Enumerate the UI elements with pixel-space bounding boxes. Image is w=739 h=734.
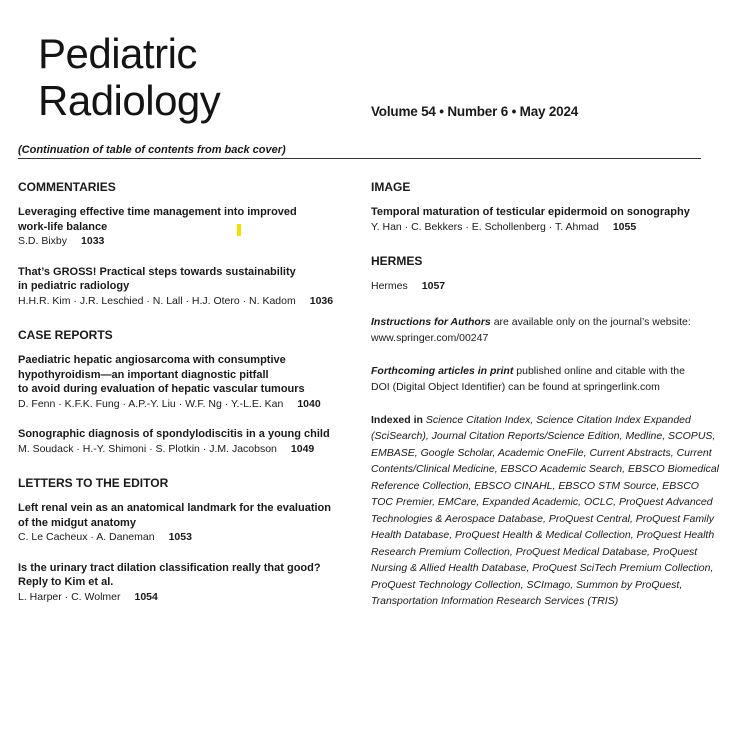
article-authors: H.H.R. Kim · J.R. Leschied · N. Lall · H.J. Otero · N. Kadom	[18, 294, 296, 307]
header-divider	[18, 158, 701, 159]
forthcoming-lead: Forthcoming articles in print	[371, 364, 514, 377]
article-authors: D. Fenn · K.F.K. Fung · A.P.-Y. Liu · W.F. Ng · Y.-L.E. Kan	[18, 397, 284, 410]
toc-entry[interactable]	[371, 205, 721, 234]
article-authors: L. Harper · C. Wolmer	[18, 590, 121, 603]
instructions-lead: Instructions for Authors	[371, 315, 491, 328]
article-page: 1033	[81, 235, 105, 247]
article-authors: C. Le Cacheux · A. Daneman	[18, 531, 155, 543]
article-page: 1053	[168, 531, 192, 543]
forthcoming-note	[371, 363, 721, 396]
section-hermes	[371, 254, 721, 294]
article-title[interactable]: Paediatric hepatic angiosarcoma with consumptive hypothyroidism—an important diagnostic pitfall to avoid during evaluation of hepatic vascular tumours	[18, 354, 305, 395]
section-letters	[18, 476, 348, 604]
toc-entry[interactable]	[18, 501, 348, 545]
instructions-text: are available only on the journal’s website:	[490, 315, 691, 328]
section-case-reports	[18, 328, 348, 456]
instructions-note	[371, 314, 721, 347]
section-heading: LETTERS TO THE EDITOR	[18, 476, 169, 490]
journal-title-line2: Radiology	[38, 77, 221, 124]
indexed-list: Science Citation Index, Science Citation Index Expanded (SciSearch), Journal Citation Reports/Science Edition, Medline, SCOPUS, EMBASE, Google Scholar, Academic OneFile, Current Abstracts, Current Contents/Clinical Medicine, EBSCO Academic Search, EBSCO Biomedical Reference Collection, EBSCO CINAHL, EBSCO STM Source, EBSCO TOC Premier, EMCare, Expanded Academic, OCLC, ProQuest Advanced Technologies & Aerospace Database, ProQuest Central, ProQuest Family Health Database, ProQuest Health & Medical Collection, ProQuest Health Research Premium Collection, ProQuest Medical Database, ProQuest Nursing & Allied Health Database, ProQuest SciTech Premium Collection, ProQuest Technology Collection, SCImago, Summon by ProQuest, Transportation Information Research Services (TRIS)	[371, 413, 720, 607]
article-title[interactable]: Temporal maturation of testicular epidermoid on sonography	[371, 206, 690, 218]
toc-entry[interactable]	[18, 205, 348, 249]
left-column	[18, 180, 348, 624]
section-image	[371, 180, 721, 234]
article-title[interactable]: Hermes	[371, 280, 408, 292]
toc-entry[interactable]	[18, 265, 348, 309]
journal-website-link[interactable]: www.springer.com/00247	[371, 332, 489, 344]
section-heading: IMAGE	[371, 180, 411, 194]
section-heading: COMMENTARIES	[18, 180, 116, 194]
article-page: 1057	[421, 280, 446, 292]
forthcoming-line2: DOI (Digital Object Identifier) can be found at springerlink.com	[371, 381, 660, 393]
article-page: 1036	[309, 294, 334, 307]
section-commentaries	[18, 180, 348, 308]
article-authors: S.D. Bixby	[18, 235, 68, 247]
section-heading: CASE REPORTS	[18, 328, 113, 342]
issue-info: Volume 54 • Number 6 • May 2024	[371, 104, 579, 119]
toc-entry[interactable]	[18, 427, 348, 456]
article-page: 1049	[290, 442, 315, 455]
article-title[interactable]: That’s GROSS! Practical steps towards sustainability in pediatric radiology	[18, 265, 296, 292]
forthcoming-text: published online and citable with the	[513, 364, 685, 377]
article-title[interactable]: Leveraging effective time management into improved work-life balance	[18, 206, 297, 233]
right-column	[371, 180, 721, 610]
journal-title-line1: Pediatric	[38, 30, 197, 77]
indexed-note	[371, 412, 721, 610]
article-title[interactable]: Sonographic diagnosis of spondylodiscitis in a young child	[18, 428, 330, 440]
toc-entry[interactable]	[18, 561, 348, 605]
continuation-note: (Continuation of table of contents from back cover)	[18, 144, 286, 156]
article-page: 1040	[297, 397, 321, 410]
journal-masthead	[38, 30, 220, 124]
article-title[interactable]: Is the urinary tract dilation classification really that good? Reply to Kim et al.	[18, 561, 321, 588]
article-page: 1055	[612, 220, 637, 233]
article-authors: M. Soudack · H.-Y. Shimoni · S. Plotkin · J.M. Jacobson	[18, 442, 277, 455]
toc-entry[interactable]	[371, 279, 721, 294]
article-title[interactable]: Left renal vein as an anatomical landmark for the evaluation of the midgut anatomy	[18, 502, 331, 529]
article-page: 1054	[134, 590, 158, 603]
indexed-lead: Indexed in	[371, 413, 423, 426]
toc-entry[interactable]	[18, 353, 348, 411]
article-authors: Y. Han · C. Bekkers · E. Schollenberg · T. Ahmad	[371, 220, 599, 233]
section-heading: HERMES	[371, 254, 423, 268]
